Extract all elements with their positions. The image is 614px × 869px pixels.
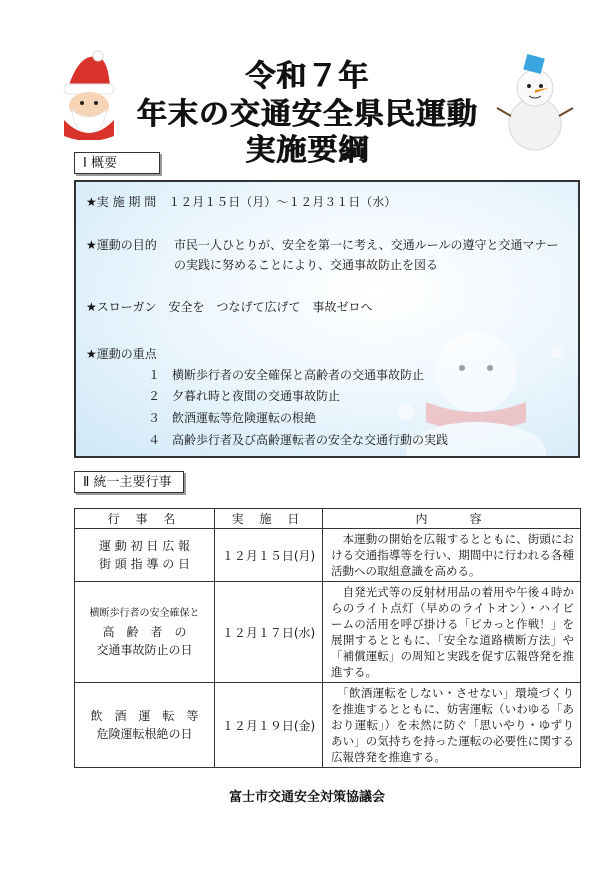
event-date: １２月１５日(月): [215, 529, 323, 582]
focus-label: ★運動の重点: [86, 347, 157, 361]
header-content: 内 容: [323, 509, 581, 529]
section-2-label: Ⅱ 統一主要行事: [74, 471, 184, 493]
events-table: [74, 508, 581, 768]
purpose-line-2: の実践に努めることにより、交通事故防止を図る: [174, 258, 439, 272]
event-name-line: 危険運転根絶の日: [96, 727, 193, 741]
title-line-2: 年末の交通安全県民運動: [136, 97, 478, 132]
event-description: 自発光式等の反射材用品の着用や午後４時からのライト点灯（早めのライトオン）・ハイビームの活用を呼び掛ける「ピカっと作戦！」を展開するとともに、「安全な道路横断方法」や「補償運転」の周知と実践を促す広報啓発を推進する。: [323, 582, 581, 683]
event-description: 「飲酒運転をしない・させない」環境づくりを推進するとともに、妨害運転（いわゆる「あおり運転」）を未然に防ぐ「思いやり・ゆずりあい」の気持ちを持った運転の必要性に関する広報啓発を推進する。: [323, 683, 581, 768]
event-date: １２月１９日(金): [215, 683, 323, 768]
organization-footer: 富士市交通安全対策協議会: [228, 790, 385, 805]
purpose-line-1: 市民一人ひとりが、安全を第一に考え、交通ルールの遵守と交通マナー: [174, 238, 559, 252]
focus-item: ２ 夕暮れ時と夜間の交通事故防止: [148, 389, 341, 403]
focus-item: ４ 高齢歩行者及び高齢運転者の安全な交通行動の実践: [148, 433, 449, 447]
event-description: 本運動の開始を広報するとともに、街頭における交通指導等を行い、期間中に行われる各種活動への取組意識を高める。: [323, 529, 581, 582]
event-name-line: 高 齢 者 の: [102, 625, 187, 639]
table-header-row: [75, 509, 581, 529]
event-name-cell: [75, 582, 215, 683]
table-row: [75, 683, 581, 768]
focus-item: ３ 飲酒運転等危険運転の根絶: [148, 411, 317, 425]
event-name-cell: [75, 529, 215, 582]
section-1-label: Ⅰ 概要: [74, 152, 160, 174]
event-name-line: 横断歩行者の安全確保と: [89, 608, 200, 619]
slogan-text: ★スローガン 安全を つなげて広げて 事故ゼロへ: [86, 300, 373, 314]
event-date: １２月１７日(水): [215, 582, 323, 683]
event-name-line: 運 動 初 日 広 報: [98, 539, 191, 553]
table-row: [75, 529, 581, 582]
title-line-3: 実施要綱: [245, 133, 369, 168]
title-line-1: 令和７年: [245, 59, 369, 94]
period-text: ★実 施 期 間 １２月１５日（月）～１２月３１日（水）: [86, 195, 397, 209]
event-name-cell: [75, 683, 215, 768]
event-name-line: 飲 酒 運 転 等: [90, 709, 199, 723]
header-date: 実 施 日: [215, 509, 323, 529]
focus-item: １ 横断歩行者の安全確保と高齢者の交通事故防止: [148, 368, 425, 382]
overview-panel: [74, 180, 580, 458]
event-name-line: 交通事故防止の日: [96, 643, 193, 657]
table-row: [75, 582, 581, 683]
purpose-label: ★運動の目的: [86, 238, 157, 252]
header-event-name: 行 事 名: [75, 509, 215, 529]
event-name-line: 街 頭 指 導 の 日: [98, 557, 191, 571]
